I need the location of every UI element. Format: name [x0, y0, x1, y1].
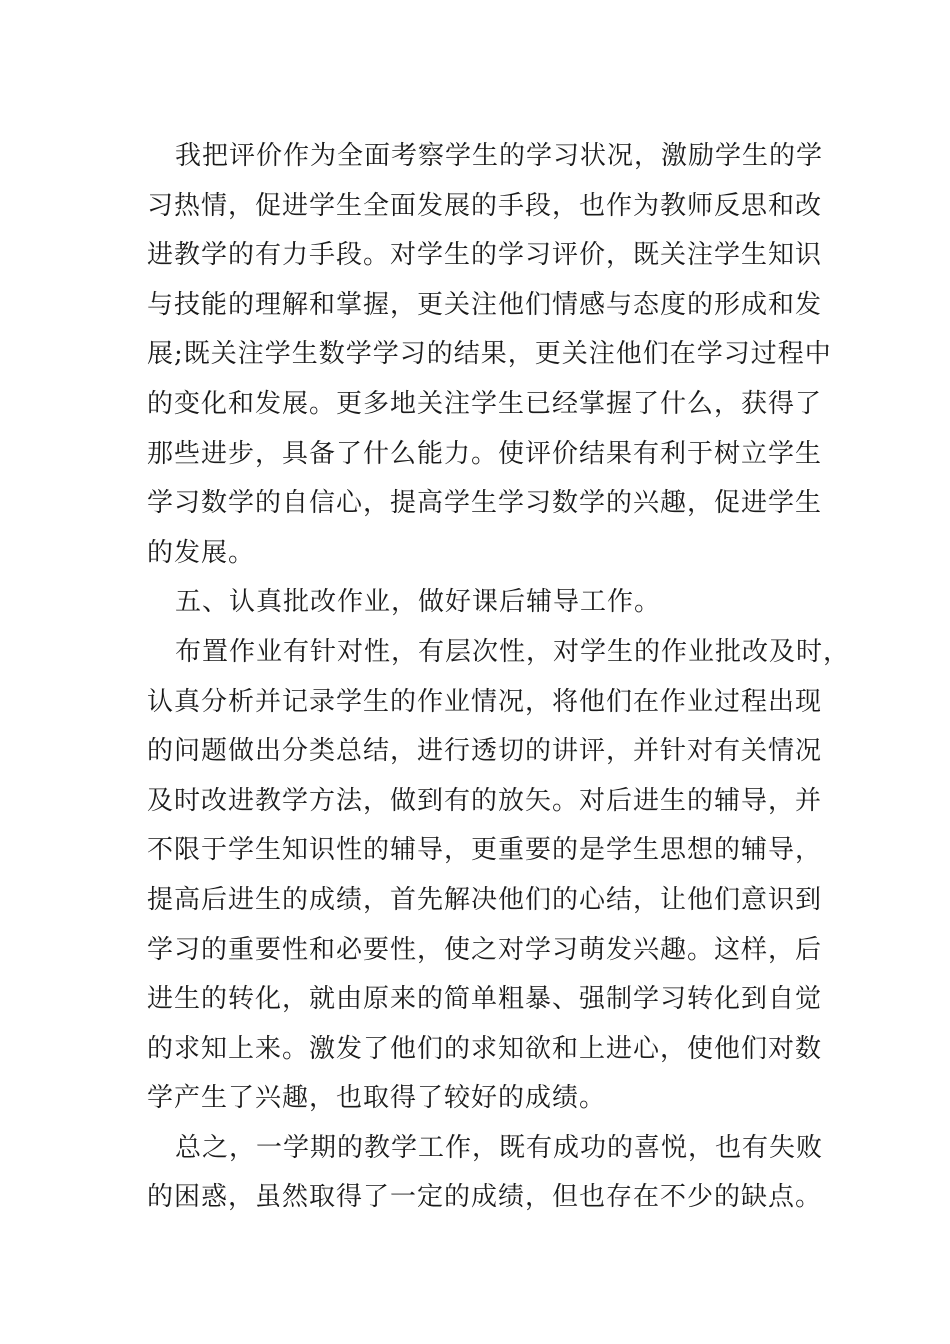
text-line: 展;既关注学生数学学习的结果，更关注他们在学习过程中: [147, 339, 832, 370]
text-line: 认真分析并记录学生的作业情况，将他们在作业过程出现: [147, 686, 823, 717]
text-line: 的发展。: [147, 537, 256, 568]
text-line: 学习的重要性和必要性，使之对学习萌发兴趣。这样，后: [147, 934, 823, 965]
text-line: 的求知上来。激发了他们的求知欲和上进心，使他们对数: [147, 1033, 823, 1064]
section-heading-homework: [147, 578, 807, 628]
text-line: 布置作业有针对性，有层次性，对学生的作业批改及时，: [175, 636, 851, 667]
text-line: 学产生了兴趣，也取得了较好的成绩。: [147, 1083, 607, 1114]
text-line: 总之，一学期的教学工作，既有成功的喜悦，也有失败: [175, 1132, 824, 1163]
text-line: 那些进步，具备了什么能力。使评价结果有利于树立学生: [147, 438, 823, 469]
paragraph-evaluation: [147, 132, 832, 578]
document-body: [147, 132, 851, 1223]
text-line: 不限于学生知识性的辅导，更重要的是学生思想的辅导，: [147, 835, 823, 866]
text-line: 的问题做出分类总结，进行透切的讲评，并针对有关情况: [147, 736, 823, 767]
paragraph-summary: [147, 1124, 824, 1223]
heading-line: 五、认真批改作业，做好课后辅导工作。: [175, 587, 662, 618]
text-line: 习热情，促进学生全面发展的手段，也作为教师反思和改: [147, 190, 823, 221]
paragraph-homework: [147, 628, 851, 1124]
text-line: 的困惑，虽然取得了一定的成绩，但也存在不少的缺点。: [147, 1182, 823, 1213]
text-line: 及时改进教学方法，做到有的放矢。对后进生的辅导，并: [147, 785, 823, 816]
text-line: 我把评价作为全面考察学生的学习状况，激励学生的学: [175, 141, 824, 171]
text-line: 与技能的理解和掌握，更关注他们情感与态度的形成和发: [147, 289, 823, 320]
text-line: 进生的转化，就由原来的简单粗暴、强制学习转化到自觉: [147, 984, 823, 1015]
text-line: 进教学的有力手段。对学生的学习评价，既关注学生知识: [147, 240, 823, 271]
text-line: 的变化和发展。更多地关注学生已经掌握了什么，获得了: [147, 388, 823, 419]
text-line: 提高后进生的成绩，首先解决他们的心结，让他们意识到: [147, 884, 823, 915]
text-line: 学习数学的自信心，提高学生学习数学的兴趣，促进学生: [147, 488, 823, 519]
